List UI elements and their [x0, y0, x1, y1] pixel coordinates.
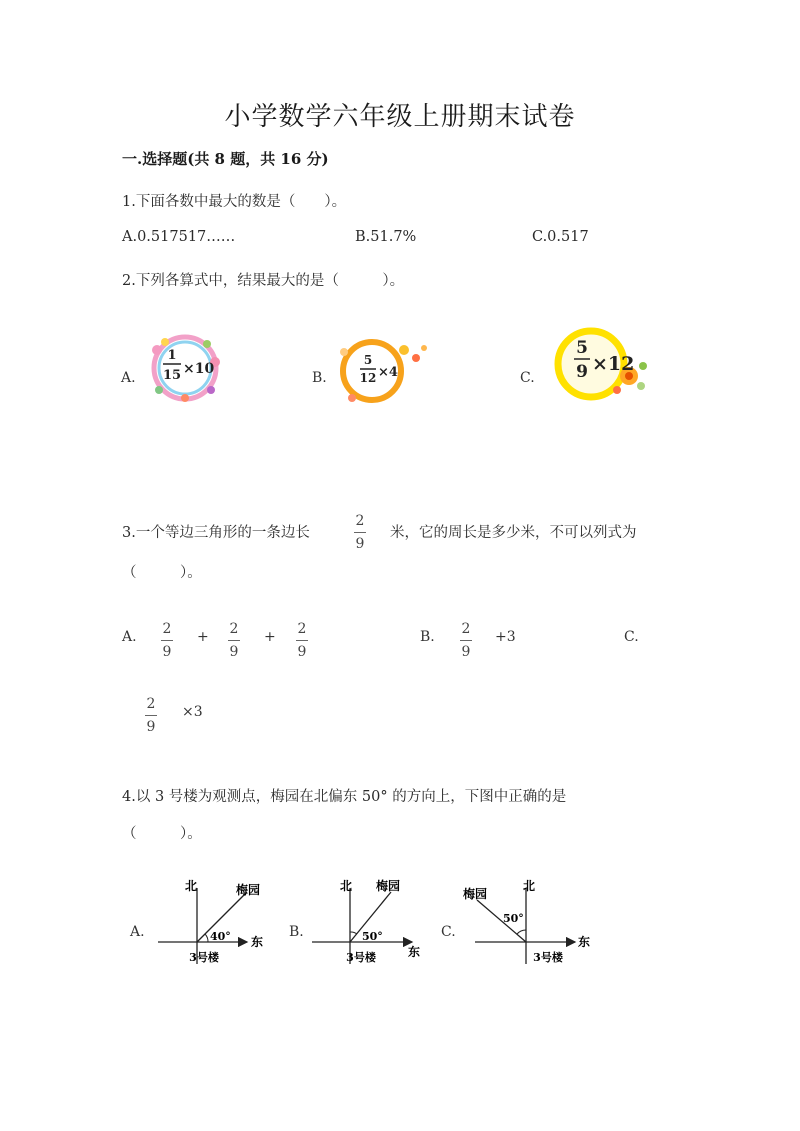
leaf-icon: [637, 382, 645, 390]
flower-icon: [207, 386, 215, 394]
question-4-option-c-label[interactable]: C.: [441, 924, 456, 940]
question-3-fraction: [354, 514, 366, 551]
section-heading: 一.选择题(共 8 题，共 16 分): [122, 150, 329, 168]
flower-icon: [421, 345, 427, 351]
question-2-option-a-image[interactable]: [145, 332, 223, 404]
expr-a-operator: ×10: [183, 361, 215, 377]
question-2-option-a-label[interactable]: A.: [121, 370, 136, 386]
question-1-option-c[interactable]: C.0.517: [532, 229, 589, 245]
expr-c-operator: ×12: [592, 353, 635, 375]
leaf-icon: [639, 362, 647, 370]
east-label: 东: [578, 935, 591, 949]
option-b-tail: +3: [495, 629, 516, 645]
question-3-stem-post: 米，它的周长是多少米，不可以列式为: [390, 525, 637, 541]
question-2-option-b-image[interactable]: [330, 336, 435, 406]
plus-sign: +: [264, 629, 276, 645]
angle-arc: [350, 932, 357, 934]
expr-b-denominator: 12: [359, 371, 377, 385]
garden-label: 梅园: [235, 883, 261, 897]
angle-arc: [205, 934, 208, 942]
question-4-option-c-diagram[interactable]: [455, 872, 595, 972]
fraction-numerator: 2: [297, 621, 307, 637]
option-a-fraction-1: [161, 622, 173, 659]
expr-a-numerator: 1: [167, 348, 177, 363]
page-title: 小学数学六年级上册期末试卷: [224, 102, 576, 132]
question-3-stem-pre: 3.一个等边三角形的一条边长: [122, 525, 310, 541]
question-4-option-b-label[interactable]: B.: [289, 924, 304, 940]
fraction-denominator: 9: [297, 644, 307, 660]
angle-label: 50°: [503, 912, 524, 925]
fraction-denominator: 9: [146, 719, 156, 735]
fraction-bar: [145, 715, 157, 716]
north-label: 北: [523, 879, 536, 893]
flower-icon: [613, 386, 621, 394]
fraction-denominator: 9: [355, 536, 365, 552]
leaf-icon: [155, 386, 163, 394]
fraction-denominator: 9: [461, 644, 471, 660]
north-label: 北: [184, 879, 198, 893]
question-4-option-b-diagram[interactable]: [308, 872, 428, 972]
question-2-option-c-label[interactable]: C.: [520, 370, 535, 386]
question-1-option-a[interactable]: A.0.517517……: [122, 229, 236, 245]
question-1-option-b[interactable]: B.51.7%: [355, 229, 417, 245]
flower-icon: [340, 348, 348, 356]
option-c-fraction: [145, 697, 157, 734]
leaf-icon: [203, 340, 211, 348]
garden-label: 梅园: [462, 887, 488, 901]
expr-c-numerator: 5: [576, 338, 588, 358]
flower-icon: [181, 394, 189, 402]
building-label: 3号楼: [533, 951, 563, 964]
question-4-stem: 4.以 3 号楼为观测点，梅园在北偏东 50° 的方向上，下图中正确的是: [122, 789, 567, 805]
fraction-numerator: 2: [162, 621, 172, 637]
fraction-bar: [161, 640, 173, 641]
north-label: 北: [339, 879, 353, 893]
option-c-tail: ×3: [182, 704, 203, 720]
question-2-option-c-image[interactable]: [545, 326, 655, 402]
question-3-option-b-label[interactable]: B.: [420, 629, 435, 645]
question-2-stem: 2.下列各算式中，结果最大的是（ ）。: [122, 273, 405, 289]
plus-sign: +: [197, 629, 209, 645]
question-3-option-c-label[interactable]: C.: [624, 629, 639, 645]
east-label: 东: [251, 935, 264, 949]
option-a-fraction-2: [228, 622, 240, 659]
expr-b-numerator: 5: [363, 353, 373, 367]
question-4-option-a-diagram[interactable]: [150, 872, 280, 972]
option-b-fraction: [460, 622, 472, 659]
option-a-fraction-3: [296, 622, 308, 659]
fraction-bar: [460, 640, 472, 641]
fraction-numerator: 2: [229, 621, 239, 637]
flower-icon: [412, 354, 420, 362]
question-3-option-a-label[interactable]: A.: [122, 629, 137, 645]
fraction-bar: [228, 640, 240, 641]
fraction-bar: [354, 532, 366, 533]
fraction-denominator: 9: [162, 644, 172, 660]
question-1-stem: 1.下面各数中最大的数是（ ）。: [122, 194, 347, 210]
angle-label: 50°: [362, 930, 383, 943]
angle-label: 40°: [210, 930, 231, 943]
fraction-numerator: 2: [146, 696, 156, 712]
building-label: 3号楼: [346, 951, 376, 964]
building-label: 3号楼: [189, 951, 219, 964]
question-4-option-a-label[interactable]: A.: [130, 924, 145, 940]
expr-b-operator: ×4: [378, 365, 398, 380]
garden-label: 梅园: [375, 879, 401, 893]
fraction-numerator: 2: [355, 513, 365, 529]
flower-icon: [348, 394, 356, 402]
expr-c-denominator: 9: [576, 362, 588, 382]
flower-icon: [152, 345, 162, 355]
fraction-bar: [296, 640, 308, 641]
flower-icon: [161, 338, 169, 346]
flower-icon: [399, 345, 409, 355]
fraction-numerator: 2: [461, 621, 471, 637]
expr-a-denominator: 15: [162, 368, 182, 383]
angle-arc: [517, 930, 526, 934]
question-4-stem-line2: （ ）。: [122, 826, 202, 842]
fraction-denominator: 9: [229, 644, 239, 660]
question-3-stem-line2: （ ）。: [122, 565, 202, 581]
question-2-option-b-label[interactable]: B.: [312, 370, 327, 386]
east-label: 东: [408, 945, 421, 959]
